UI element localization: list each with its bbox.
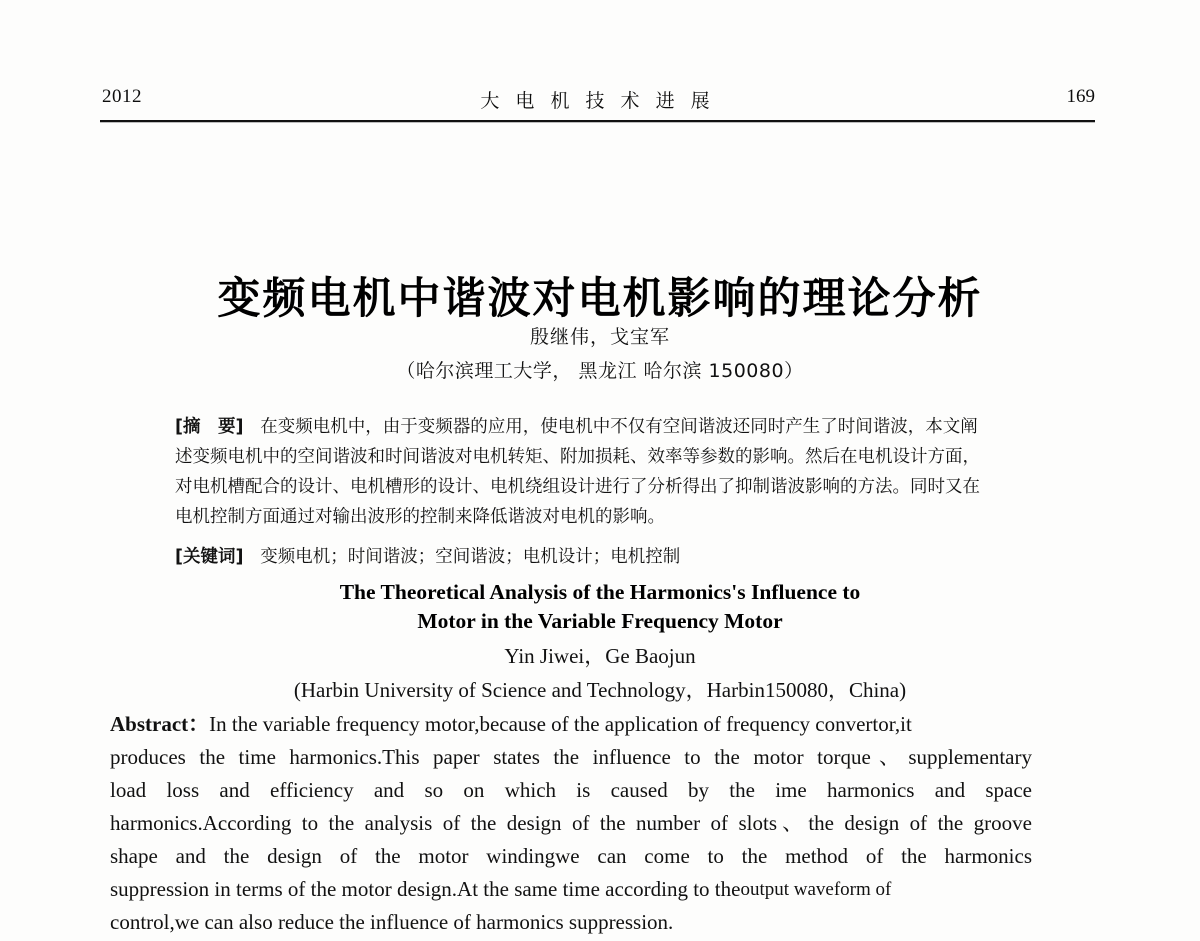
keywords-label-chinese: [关键词] (175, 547, 244, 567)
abstract-english-line-6 (110, 873, 1032, 906)
affiliation-chinese: （哈尔滨理工大学， 黑龙江 哈尔滨 150080） (396, 360, 804, 382)
abstract-english-line-7: control,we can also reduce the influence of harmonics suppression. (110, 910, 674, 934)
article-title-english-line-2: Motor in the Variable Frequency Motor (417, 609, 783, 633)
authors-chinese: 殷继伟，戈宝军 (529, 326, 670, 348)
abstract-chinese-text-1: 在变频电机中，由于变频器的应用，使电机中不仅有空间谐波还同时产生了时间谐波，本文阐 (260, 417, 978, 437)
abstract-chinese-line-4: 电机控制方面通过对输出波形的控制来降低谐波对电机的影响。 (175, 507, 665, 527)
affiliation-english: (Harbin University of Science and Technology，Harbin150080，China) (293, 678, 907, 702)
abstract-label-chinese: [摘 要] (175, 417, 244, 437)
abstract-english-line-5: shape and the design of the motor windingwe can come to the method of the harmonics (110, 844, 1032, 868)
abstract-english-text-6a: suppression in terms of the motor design.At the same time according to the (110, 877, 741, 901)
article-title-chinese: 变频电机中谐波对电机影响的理论分析 (217, 273, 983, 324)
abstract-label-english: Abstract： (110, 712, 210, 736)
abstract-english-line-4: harmonics.According to the analysis of the design of the number of slots、the design of the groove (110, 811, 1032, 835)
keywords-chinese-text: 变频电机；时间谐波；空间谐波；电机设计；电机控制 (260, 547, 681, 567)
running-head (100, 86, 1095, 116)
abstract-english-line-2: produces the time harmonics.This paper states the influence to the motor torque、supplementary (110, 745, 1032, 769)
abstract-english-line-1 (110, 708, 1032, 741)
abstract-english-text-6b: output waveform of (740, 879, 892, 900)
page-number: 169 (1066, 86, 1095, 107)
article-title-english-line-1: The Theoretical Analysis of the Harmonics's Influence to (339, 580, 861, 604)
authors-english: Yin Jiwei，Ge Baojun (504, 644, 696, 668)
running-head-year: 2012 (102, 86, 142, 107)
header-rule-smudge (100, 122, 1095, 123)
keywords-chinese (175, 542, 1033, 572)
cut-off-next-line (430, 936, 990, 941)
abstract-chinese-line-1 (175, 412, 1033, 442)
abstract-english-text-1: In the variable frequency motor,because of the application of frequency convertor,it (209, 712, 912, 736)
abstract-chinese (175, 412, 1033, 532)
running-head-journal-title: 大 电 机 技 术 进 展 (480, 90, 715, 112)
abstract-english-line-3: load loss and efficiency and so on which is caused by the ime harmonics and space (110, 778, 1032, 802)
abstract-chinese-line-3: 对电机槽配合的设计、电机槽形的设计、电机绕组设计进行了分析得出了抑制谐波影响的方法。同时又在 (175, 477, 980, 497)
abstract-english (110, 708, 1032, 939)
abstract-chinese-line-2: 述变频电机中的空间谐波和时间谐波对电机转矩、附加损耗、效率等参数的影响。然后在电机设计方面， (175, 447, 980, 467)
article-title-english (0, 578, 1200, 636)
